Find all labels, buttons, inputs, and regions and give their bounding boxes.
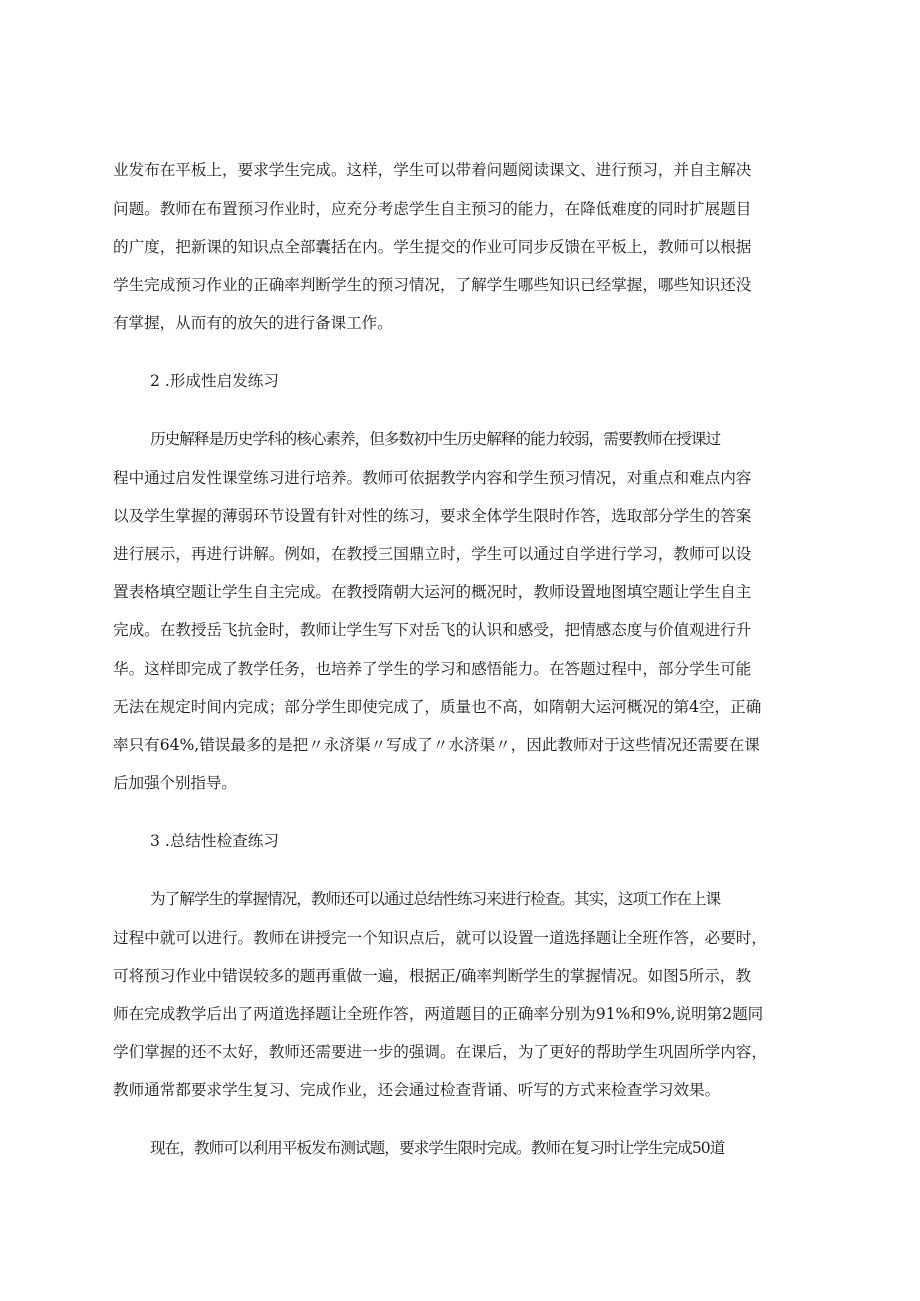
paragraph-3-line-6: 教师通常都要求学生复习、完成作业，还会通过检查背诵、听写的方式来检查学习效果。 [113,1081,721,1099]
paragraph-3-line-3: 可将预习作业中错误较多的题再重做一遍，根据正/确率判断学生的掌握情况。如图5所示，教 [113,967,751,985]
paragraph-2-line-5: 置表格填空题让学生自主完成。在教授隋朝大运河的概况时，教师设置地图填空题让学生自主 [113,583,752,601]
paragraph-2-line-3: 以及学生掌握的薄弱环节设置有针对性的练习，要求全体学生限时作答，选取部分学生的答案 [113,507,752,525]
paragraph-2-line-2: 程中通过启发性课堂练习进行培养。教师可依据教学内容和学生预习情况，对重点和难点内容 [113,469,752,487]
paragraph-2-line-9: 率只有64%,错误最多的是把〃永济渠〃写成了〃水济渠〃，因此教师对于这些情况还需要在课 [113,736,760,754]
paragraph-4-line-1: 现在，教师可以利用平板发布测试题，要求学生限时完成。教师在复习时让学生完成50道 [150,1139,725,1157]
paragraph-2-line-10: 后加强个别指导。 [113,774,237,792]
paragraph-1-line-5: 有掌握，从而有的放矢的进行备课工作。 [113,314,393,332]
paragraph-3-line-1: 为了解学生的掌握情况，教师还可以通过总结性练习来进行检查。其实，这项工作在上课 [150,890,721,908]
paragraph-2-line-8: 无法在规定时间内完成；部分学生即使完成了，质量也不高，如隋朝大运河概况的第4空，正确 [113,698,762,716]
section-heading-2: 2 .形成性启发练习 [150,372,279,390]
paragraph-1-line-1: 业发布在平板上，要求学生完成。这样，学生可以带着问题阅读课文、进行预习，并自主解决 [113,161,752,179]
paragraph-3-line-2: 过程中就可以进行。教师在讲授完一个知识点后，就可以设置一道选择题让全班作答，必要时， [113,929,767,947]
paragraph-1-line-2: 问题。教师在布置预习作业时，应充分考虑学生自主预习的能力，在降低难度的同时扩展题目 [113,200,752,218]
paragraph-1-line-3: 的广度，把新课的知识点全部囊括在内。学生提交的作业可同步反馈在平板上，教师可以根据 [113,238,752,256]
paragraph-2-line-4: 进行展示，再进行讲解。例如，在教授三国鼎立时，学生可以通过自学进行学习，教师可以设 [113,545,752,563]
paragraph-3-line-4: 师在完成教学后出了两道选择题让全班作答，两道题目的正确率分别为91%和9%,说明第2题同 [113,1005,764,1023]
section-heading-3: 3 .总结性检查练习 [150,832,279,850]
paragraph-3-line-5: 学们掌握的还不太好，教师还需要进一步的强调。在课后，为了更好的帮助学生巩固所学内容， [113,1043,767,1061]
paragraph-2-line-1: 历史解释是历史学科的核心素养，但多数初中生历史解释的能力较弱，需要教师在授课过 [150,430,721,448]
paragraph-2-line-6: 完成。在教授岳飞抗金时，教师让学生写下对岳飞的认识和感受，把情感态度与价值观进行升 [113,621,752,639]
paragraph-2-line-7: 华。这样即完成了教学任务，也培养了学生的学习和感悟能力。在答题过程中，部分学生可能 [113,660,752,678]
paragraph-1-line-4: 学生完成预习作业的正确率判断学生的预习情况，了解学生哪些知识已经掌握，哪些知识还没 [113,276,752,294]
